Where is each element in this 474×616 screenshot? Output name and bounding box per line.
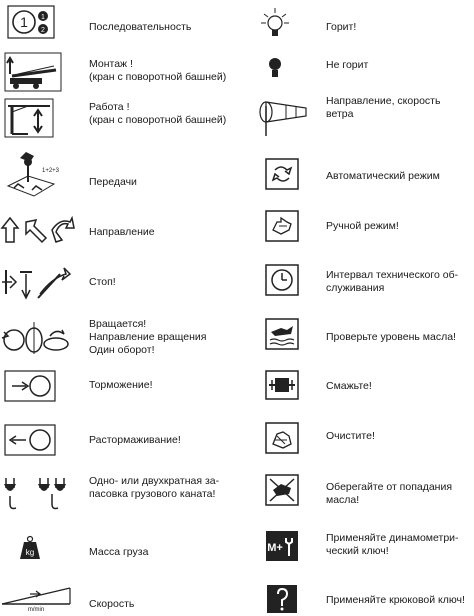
speed-unit-text: m/min	[27, 607, 45, 613]
label-lamp-off: Не горит	[326, 59, 369, 71]
label-clean: Очистите!	[326, 430, 375, 442]
label-gears: Передачи	[89, 176, 137, 188]
load-weight-icon	[18, 536, 42, 560]
label-hook-wrench: Применяйте крюковой ключ!	[326, 594, 465, 606]
label-brake-release: Растормаживание!	[89, 434, 181, 446]
label-no-oil: Оберегайте от попадания масла!	[326, 481, 453, 506]
seq-number-one-small: 1	[41, 14, 45, 21]
label-direction: Направление	[89, 226, 155, 238]
service-interval-clock-icon	[265, 264, 299, 296]
label-torque-wrench: Применяйте динамометри- ческий ключ!	[326, 532, 459, 557]
windsock-icon	[256, 98, 310, 138]
lubricate-icon	[265, 370, 299, 400]
label-service-interval: Интервал технического об- служивания	[326, 269, 459, 294]
gears-hand-lever-icon	[4, 150, 58, 198]
label-sequence: Последовательность	[89, 21, 192, 33]
gears-text: 1+2+3	[42, 168, 60, 174]
lamp-on-icon	[260, 6, 290, 42]
label-oil-level: Проверьте уровень масла!	[326, 331, 456, 343]
label-rotation: Вращается! Направление вращения Один оборот!	[89, 318, 207, 356]
braking-icon	[4, 370, 56, 402]
torque-wrench-icon	[265, 530, 299, 562]
direction-arrows-icon	[0, 214, 76, 244]
label-work: Работа ! (кран с поворотной башней)	[89, 101, 227, 126]
label-load-weight: Масса груза	[89, 546, 149, 558]
hook-wrench-icon	[266, 584, 298, 614]
tower-crane-assembly-icon	[4, 52, 62, 92]
brake-release-icon	[4, 424, 56, 456]
oil-level-icon	[265, 318, 299, 350]
clean-icon	[265, 422, 299, 454]
speed-icon	[0, 586, 72, 612]
label-automatic: Автоматический режим	[326, 170, 440, 182]
label-braking: Торможение!	[89, 379, 153, 391]
sequence-numbers-icon	[6, 5, 56, 39]
seq-number-one: 1	[20, 14, 28, 30]
label-speed: Скорость	[89, 598, 135, 610]
rotation-icon	[0, 318, 72, 358]
label-lamp-on: Горит!	[326, 21, 357, 33]
lamp-off-icon	[268, 56, 282, 80]
rope-reeving-icon	[0, 474, 72, 514]
kg-text: kg	[25, 548, 35, 557]
label-lubricate: Смажьте!	[326, 380, 372, 392]
manual-mode-icon	[265, 210, 299, 242]
label-reeving: Одно- или двухкратная за- пасовка грузового каната!	[89, 475, 220, 500]
label-stop: Стоп!	[89, 276, 116, 288]
no-oil-icon	[265, 474, 299, 506]
torque-text: M+	[267, 542, 283, 554]
stop-icon	[0, 264, 72, 302]
automatic-mode-icon	[265, 158, 299, 190]
label-assembly: Монтаж ! (кран с поворотной башней)	[89, 58, 227, 83]
seq-number-two: 2	[41, 27, 45, 34]
label-manual: Ручной режим!	[326, 220, 399, 232]
label-windsock: Направление, скорость ветра	[326, 95, 441, 120]
tower-crane-work-icon	[4, 98, 54, 138]
